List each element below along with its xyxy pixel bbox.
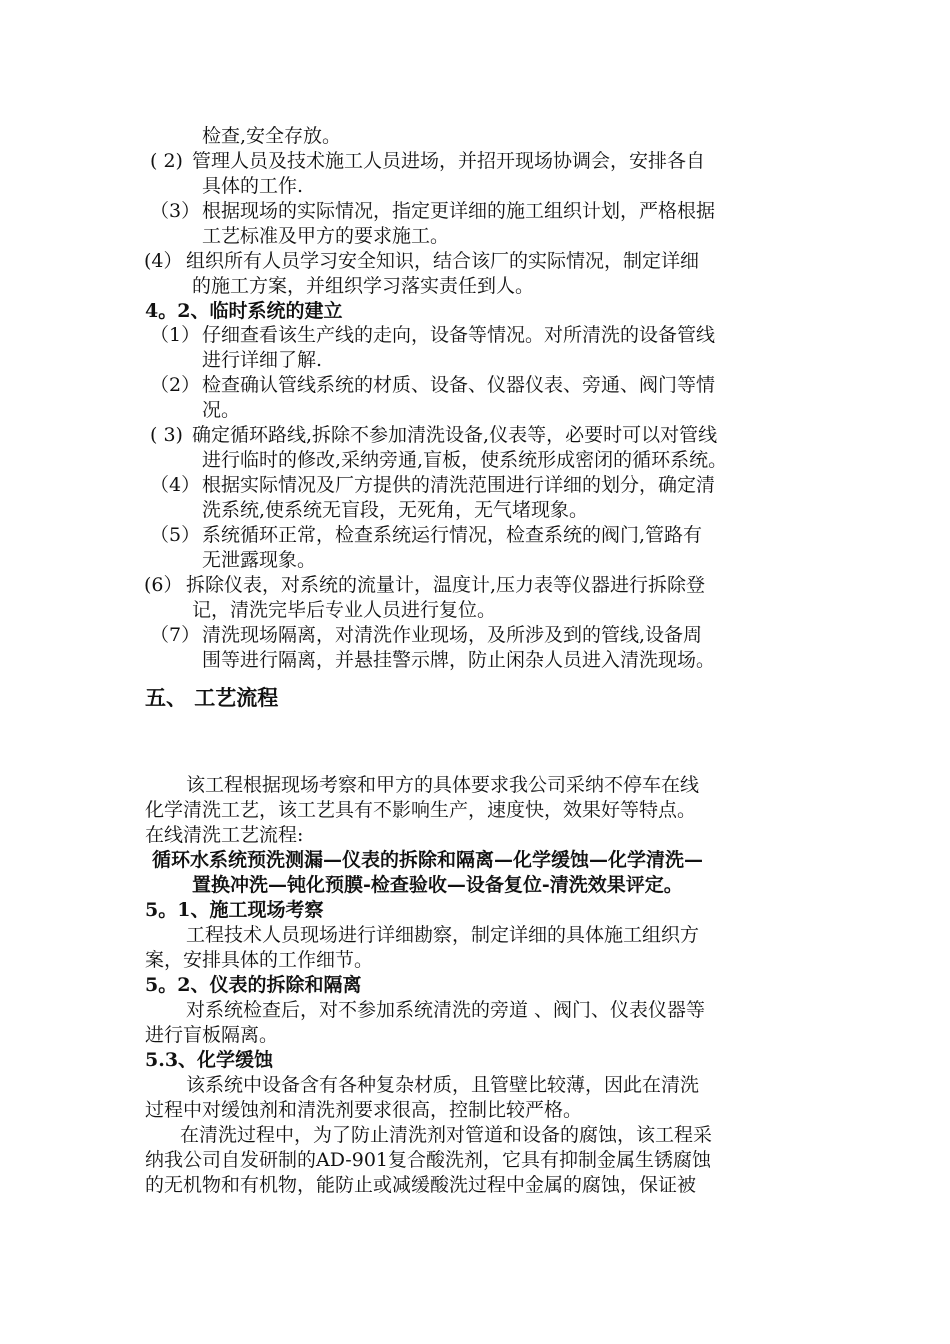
item-number: （7） xyxy=(150,624,201,646)
item-text: 系统循环正常，检查系统运行情况，检查系统的阀门,管路有 xyxy=(202,524,703,546)
item-text-cont: 记，清洗完毕后专业人员进行复位。 xyxy=(192,599,497,621)
section-heading: 5.3、化学缓蚀 xyxy=(145,1049,274,1071)
paragraph-text: 该系统中设备含有各种复杂材质，且管壁比较薄，因此在清洗 xyxy=(186,1074,700,1096)
item-text: 根据实际情况及厂方提供的清洗范围进行详细的划分，确定清 xyxy=(202,474,716,496)
item-number: (4） xyxy=(144,250,183,272)
item-text-cont: 进行详细了解. xyxy=(202,349,323,371)
item-number: （5） xyxy=(150,524,201,546)
item-text: 确定循环路线,拆除不参加清洗设备,仪表等，必要时可以对管线 xyxy=(192,424,718,446)
flow-steps-cont: 置换冲洗—钝化预膜-检查验收—设备复位-清洗效果评定。 xyxy=(192,874,683,896)
item-text: 仔细查看该生产线的走向，设备等情况。对所清洗的设备管线 xyxy=(202,324,716,346)
paragraph-text-cont: 案，安排具体的工作细节。 xyxy=(145,949,374,971)
paragraph-text: 工程技术人员现场进行详细勘察，制定详细的具体施工组织方 xyxy=(186,924,700,946)
item1-tail: 检查,安全存放。 xyxy=(202,125,342,147)
item-text: 拆除仪表，对系统的流量计，温度计,压力表等仪器进行拆除登 xyxy=(186,574,706,596)
item-number: （1） xyxy=(150,324,201,346)
item-number: （4） xyxy=(150,474,201,496)
item-text: 清洗现场隔离，对清洗作业现场，及所涉及到的管线,设备周 xyxy=(202,624,703,646)
paragraph-text: 对系统检查后，对不参加系统清洗的旁道 、阀门、仪表仪器等 xyxy=(186,999,706,1021)
section-heading: 5。2、仪表的拆除和隔离 xyxy=(145,974,362,996)
section-heading: 4。2、临时系统的建立 xyxy=(145,300,343,322)
paragraph-text: 在清洗过程中，为了防止清洗剂对管道和设备的腐蚀，该工程采 xyxy=(180,1124,713,1146)
item-number: ( 3) xyxy=(150,424,183,446)
chapter-heading: 五、 工艺流程 xyxy=(145,685,279,710)
section-heading: 5。1、施工现场考察 xyxy=(145,899,324,921)
flow-label: 在线清洗工艺流程: xyxy=(145,824,304,846)
item-text-cont: 无泄露现象。 xyxy=(202,549,317,571)
item-number: （2） xyxy=(150,374,201,396)
item-text-cont: 洗系统,使系统无盲段，无死角，无气堵现象。 xyxy=(202,499,589,521)
item-number: （3） xyxy=(150,200,201,222)
intro-text-cont: 化学清洗工艺，该工艺具有不影响生产，速度快，效果好等特点。 xyxy=(145,799,697,821)
paragraph-text-cont: 的无机物和有机物，能防止或减缓酸洗过程中金属的腐蚀，保证被 xyxy=(145,1174,697,1196)
item-text-cont: 的施工方案，并组织学习落实责任到人。 xyxy=(192,275,535,297)
paragraph-text-cont: 纳我公司自发研制的AD-901复合酸洗剂，它具有抑制金属生锈腐蚀 xyxy=(145,1149,711,1171)
paragraph-text-cont: 过程中对缓蚀剂和清洗剂要求很高，控制比较严格。 xyxy=(145,1099,583,1121)
item-text-cont: 况。 xyxy=(202,399,241,421)
item-text-cont: 围等进行隔离，并悬挂警示牌，防止闲杂人员进入清洗现场。 xyxy=(202,649,716,671)
item-number: ( 2) xyxy=(150,150,183,172)
item-text-cont: 具体的工作. xyxy=(202,175,304,197)
item-text: 管理人员及技术施工人员进场，并招开现场协调会，安排各自 xyxy=(192,150,706,172)
flow-steps: 循环水系统预洗测漏—仪表的拆除和隔离—化学缓蚀—化学清洗— xyxy=(152,849,704,871)
intro-text: 该工程根据现场考察和甲方的具体要求我公司采纳不停车在线 xyxy=(186,774,700,796)
paragraph-text-cont: 进行盲板隔离。 xyxy=(145,1024,279,1046)
item-text: 根据现场的实际情况，指定更详细的施工组织计划，严格根据 xyxy=(202,200,716,222)
item-text: 检查确认管线系统的材质、设备、仪器仪表、旁通、阀门等情 xyxy=(202,374,716,396)
item-text: 组织所有人员学习安全知识，结合该厂的实际情况，制定详细 xyxy=(186,250,700,272)
item-text-cont: 工艺标准及甲方的要求施工。 xyxy=(202,225,450,247)
item-number: (6） xyxy=(144,574,183,596)
item-text-cont: 进行临时的修改,采纳旁通,盲板，使系统形成密闭的循环系统。 xyxy=(202,449,728,471)
